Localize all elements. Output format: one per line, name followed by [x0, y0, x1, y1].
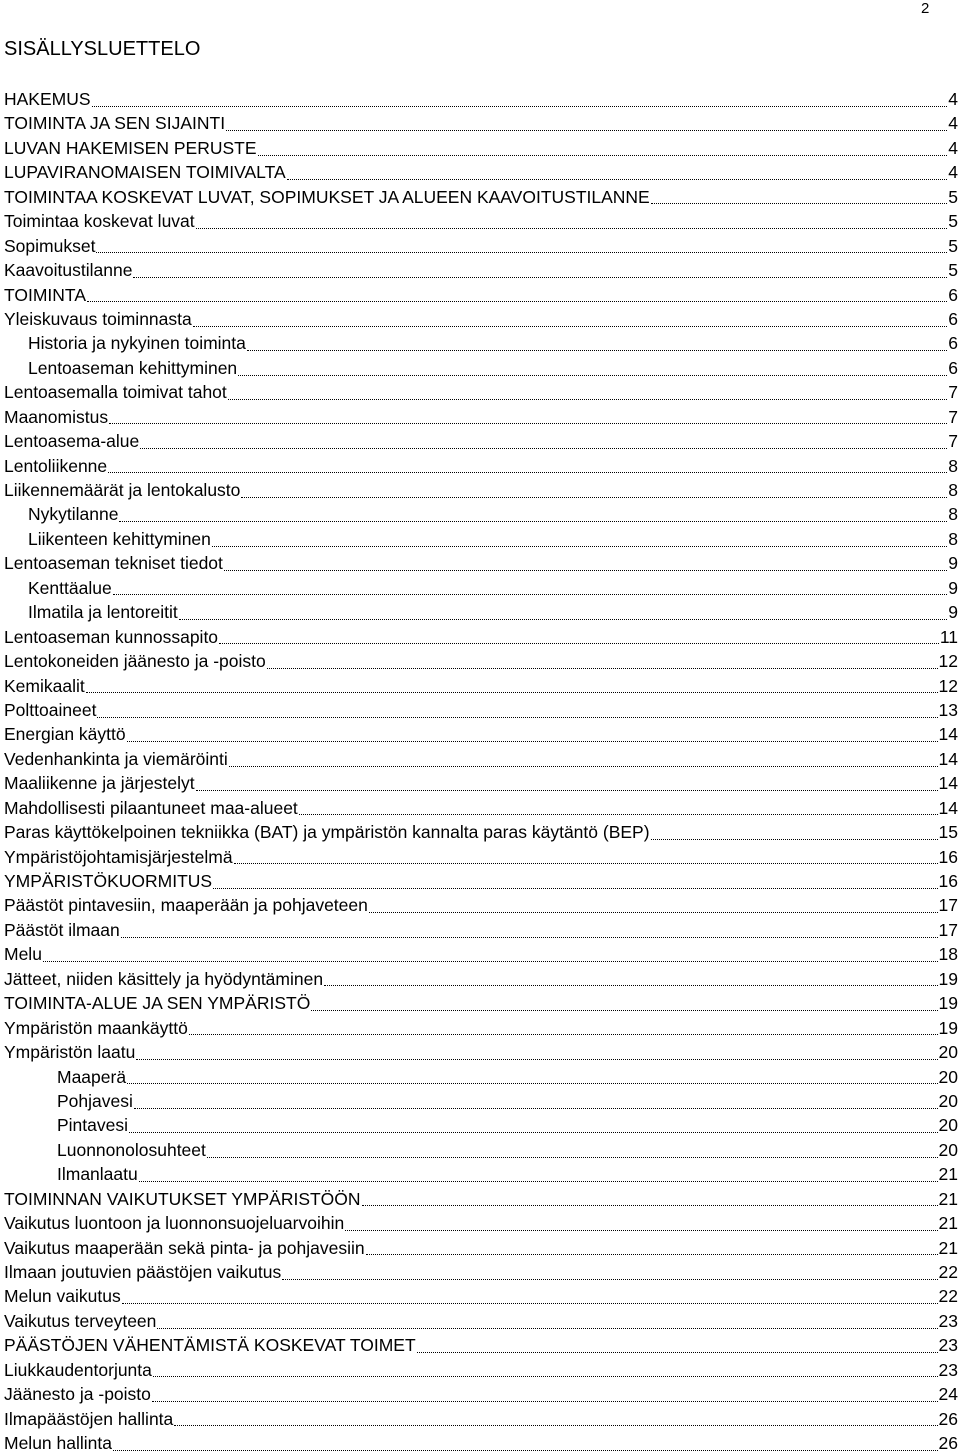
toc-dot-leader: [226, 130, 947, 131]
page-number: 2: [921, 0, 930, 17]
toc-entry-page: 14: [938, 797, 958, 818]
toc-entry[interactable]: [0, 1089, 960, 1113]
toc-entry-page: 8: [948, 455, 958, 476]
toc-dot-leader: [92, 106, 948, 107]
toc-dot-leader: [362, 1205, 938, 1206]
toc-dot-leader: [127, 741, 938, 742]
toc-entry[interactable]: [0, 625, 960, 649]
toc-entry[interactable]: [0, 478, 960, 502]
toc-dot-leader: [134, 1108, 938, 1109]
toc-dot-leader: [213, 888, 937, 889]
toc-entry[interactable]: [0, 1040, 960, 1064]
toc-entry-page: 9: [948, 577, 958, 598]
toc-entry-page: 26: [938, 1408, 958, 1429]
toc-entry[interactable]: [0, 1382, 960, 1406]
toc-dot-leader: [324, 985, 937, 986]
toc-entry[interactable]: [0, 160, 960, 184]
toc-dot-leader: [247, 350, 947, 351]
toc-entry[interactable]: [0, 600, 960, 624]
toc-dot-leader: [207, 1157, 938, 1158]
toc-entry[interactable]: [0, 454, 960, 478]
toc-entry-title: Jäänesto ja -poisto: [4, 1384, 151, 1405]
toc-entry-page: 7: [948, 431, 958, 452]
toc-entry[interactable]: [0, 258, 960, 282]
toc-entry-title: Yleiskuvaus toiminnasta: [4, 308, 192, 329]
toc-dot-leader: [369, 912, 938, 913]
toc-entry-page: 6: [948, 357, 958, 378]
toc-entry[interactable]: [0, 1162, 960, 1186]
toc-entry-page: 16: [938, 871, 958, 891]
toc-dot-leader: [311, 1010, 937, 1011]
toc-entry-page: 12: [938, 651, 958, 672]
toc-entry-page: 19: [938, 1017, 958, 1038]
toc-entry-title: Lentoasema-alue: [4, 431, 140, 452]
toc-dot-leader: [299, 814, 938, 815]
toc-entry[interactable]: [0, 136, 960, 160]
toc-entry[interactable]: [0, 1113, 960, 1137]
toc-entry-title: Jätteet, niiden käsittely ja hyödyntäminen: [4, 968, 324, 989]
toc-dot-leader: [219, 643, 939, 644]
toc-entry-title: Sopimukset: [4, 235, 96, 256]
toc-entry[interactable]: [0, 1284, 960, 1308]
toc-entry-title: Pohjavesi: [57, 1090, 133, 1111]
toc-entry-title: Luonnonolosuhteet: [57, 1139, 206, 1160]
toc-entry-page: 8: [948, 480, 958, 500]
toc-entry[interactable]: [0, 1358, 960, 1382]
toc-entry-title: Ilmatila ja lentoreitit: [28, 602, 178, 623]
toc-entry-page: 21: [938, 1237, 958, 1258]
toc-entry-title: Vaikutus maaperään sekä pinta- ja pohjavesiin: [4, 1237, 365, 1258]
toc-entry[interactable]: [0, 209, 960, 233]
toc-entry-title: Mahdollisesti pilaantuneet maa-alueet: [4, 797, 298, 818]
toc-entry-title: Vaikutus terveyteen: [4, 1310, 157, 1331]
toc-dot-leader: [139, 1181, 938, 1182]
toc-dot-leader: [127, 1083, 937, 1084]
toc-entry[interactable]: [0, 942, 960, 966]
toc-dot-leader: [96, 252, 947, 253]
toc-entry-page: 20: [938, 1042, 958, 1063]
toc-dot-leader: [122, 1303, 938, 1304]
toc-entry[interactable]: [0, 967, 960, 991]
toc-entry-title: Melun hallinta: [4, 1433, 112, 1454]
table-of-contents: [0, 87, 960, 1456]
toc-entry-page: 4: [948, 89, 958, 109]
toc-entry-page: 5: [948, 186, 958, 207]
toc-dot-leader: [152, 1401, 938, 1402]
toc-dot-leader: [113, 594, 948, 595]
toc-entry-title: Päästöt ilmaan: [4, 919, 120, 940]
toc-entry[interactable]: [0, 234, 960, 258]
toc-entry-title: Ilmapäästöjen hallinta: [4, 1408, 174, 1429]
toc-dot-leader: [43, 961, 938, 962]
toc-entry-title: Ympäristön maankäyttö: [4, 1017, 188, 1038]
toc-entry-page: 9: [948, 553, 958, 574]
toc-dot-leader: [140, 448, 947, 449]
toc-entry-title: Historia ja nykyinen toiminta: [28, 333, 246, 354]
toc-dot-leader: [258, 155, 948, 156]
toc-dot-leader: [238, 375, 947, 376]
toc-entry-title: Kaavoitustilanne: [4, 260, 133, 281]
toc-entry-title: HAKEMUS: [4, 89, 91, 109]
toc-dot-leader: [196, 228, 948, 229]
toc-entry[interactable]: [0, 283, 960, 307]
toc-dot-leader: [179, 619, 947, 620]
toc-entry[interactable]: [0, 1187, 960, 1211]
toc-dot-leader: [153, 1376, 938, 1377]
toc-dot-leader: [229, 766, 938, 767]
toc-entry-title: Lentokoneiden jäänesto ja -poisto: [4, 651, 266, 672]
toc-dot-leader: [86, 692, 938, 693]
toc-entry-title: Maaliikenne ja järjestelyt: [4, 773, 195, 794]
toc-entry-title: TOIMINNAN VAIKUTUKSET YMPÄRISTÖÖN: [4, 1188, 361, 1209]
toc-entry-title: Lentoliikenne: [4, 455, 108, 476]
toc-entry-title: Maanomistus: [4, 406, 109, 427]
toc-dot-leader: [267, 668, 938, 669]
toc-entry-page: 5: [948, 235, 958, 256]
toc-dot-leader: [174, 1425, 937, 1426]
toc-entry-title: Kenttäalue: [28, 577, 112, 598]
toc-entry-page: 18: [938, 944, 958, 965]
toc-entry-title: Ilmanlaatu: [57, 1164, 138, 1185]
toc-entry-page: 20: [938, 1066, 958, 1087]
toc-entry-page: 5: [948, 211, 958, 232]
toc-entry-page: 4: [948, 162, 958, 183]
toc-entry-page: 6: [948, 333, 958, 354]
toc-dot-leader: [651, 203, 948, 204]
toc-entry-title: Ympäristöjohtamisjärjestelmä: [4, 846, 233, 867]
toc-dot-leader: [651, 839, 938, 840]
toc-dot-leader: [228, 399, 947, 400]
toc-entry[interactable]: [0, 502, 960, 526]
toc-entry-title: TOIMINTAA KOSKEVAT LUVAT, SOPIMUKSET JA ALUEEN KAAVOITUSTILANNE: [4, 186, 650, 207]
toc-dot-leader: [287, 179, 948, 180]
toc-entry[interactable]: [0, 429, 960, 453]
toc-entry-page: 4: [948, 113, 958, 134]
page-title: SISÄLLYSLUETTELO: [4, 38, 201, 60]
toc-entry-title: Nykytilanne: [28, 504, 119, 525]
toc-dot-leader: [366, 1254, 938, 1255]
toc-entry-page: 26: [938, 1433, 958, 1454]
toc-entry-title: TOIMINTA JA SEN SIJAINTI: [4, 113, 226, 134]
toc-entry-page: 21: [938, 1188, 958, 1209]
toc-entry-page: 20: [938, 1090, 958, 1111]
toc-entry-page: 12: [938, 675, 958, 696]
toc-entry-page: 19: [938, 993, 958, 1014]
toc-dot-leader: [234, 863, 938, 864]
toc-entry-title: Lentoaseman kunnossapito: [4, 626, 219, 647]
toc-entry-title: Kemikaalit: [4, 675, 85, 696]
toc-dot-leader: [113, 1450, 938, 1451]
toc-entry-title: Melun vaikutus: [4, 1286, 121, 1307]
toc-entry-page: 23: [938, 1335, 958, 1356]
toc-entry-title: Lentoaseman kehittyminen: [28, 357, 238, 378]
toc-entry[interactable]: [0, 649, 960, 673]
toc-entry-page: 4: [948, 137, 958, 158]
toc-entry-title: Ilmaan joutuvien päästöjen vaikutus: [4, 1262, 282, 1282]
toc-entry[interactable]: [0, 331, 960, 355]
toc-entry-title: LUVAN HAKEMISEN PERUSTE: [4, 137, 257, 158]
toc-entry[interactable]: [0, 527, 960, 551]
toc-dot-leader: [87, 301, 947, 302]
toc-entry[interactable]: [0, 111, 960, 135]
toc-entry-page: 14: [938, 748, 958, 769]
toc-entry[interactable]: [0, 1138, 960, 1162]
toc-entry-page: 7: [948, 382, 958, 403]
toc-entry[interactable]: [0, 674, 960, 698]
toc-entry[interactable]: [0, 991, 960, 1015]
toc-entry-title: Liukkaudentorjunta: [4, 1359, 152, 1380]
toc-entry-page: 7: [948, 406, 958, 427]
toc-entry-title: Polttoaineet: [4, 699, 97, 720]
toc-entry-page: 23: [938, 1310, 958, 1331]
toc-entry[interactable]: [0, 1016, 960, 1040]
toc-entry-page: 6: [948, 284, 958, 305]
toc-entry-title: Maaperä: [57, 1066, 127, 1087]
toc-entry[interactable]: [0, 1407, 960, 1431]
toc-entry-title: Energian käyttö: [4, 724, 126, 745]
toc-entry[interactable]: [0, 747, 960, 771]
toc-entry[interactable]: [0, 185, 960, 209]
toc-entry-title: LUPAVIRANOMAISEN TOIMIVALTA: [4, 162, 286, 183]
toc-dot-leader: [136, 1059, 937, 1060]
toc-dot-leader: [196, 790, 938, 791]
toc-entry-page: 23: [938, 1359, 958, 1380]
toc-entry[interactable]: [0, 1431, 960, 1455]
toc-dot-leader: [129, 1132, 938, 1133]
toc-entry-title: Ympäristön laatu: [4, 1042, 136, 1063]
toc-entry-page: 14: [938, 724, 958, 745]
toc-entry-title: Vedenhankinta ja viemäröinti: [4, 748, 228, 769]
toc-entry-title: PÄÄSTÖJEN VÄHENTÄMISTÄ KOSKEVAT TOIMET: [4, 1335, 416, 1356]
toc-dot-leader: [157, 1328, 937, 1329]
toc-entry[interactable]: [0, 796, 960, 820]
toc-entry[interactable]: [0, 1065, 960, 1089]
toc-entry[interactable]: [0, 771, 960, 795]
toc-dot-leader: [133, 277, 947, 278]
toc-dot-leader: [119, 521, 947, 522]
toc-dot-leader: [193, 326, 948, 327]
toc-dot-leader: [417, 1352, 938, 1353]
toc-entry-page: 11: [939, 626, 958, 647]
toc-entry-title: Lentoaseman tekniset tiedot: [4, 553, 223, 574]
toc-entry-page: 17: [938, 895, 958, 916]
toc-entry-title: Melu: [4, 944, 42, 965]
toc-entry-page: 20: [938, 1139, 958, 1160]
toc-entry-title: Paras käyttökelpoinen tekniikka (BAT) ja ympäristön kannalta paras käytäntö (BEP): [4, 822, 650, 843]
toc-dot-leader: [345, 1230, 937, 1231]
toc-dot-leader: [109, 423, 947, 424]
toc-entry[interactable]: [0, 1260, 960, 1284]
toc-entry-page: 5: [948, 260, 958, 281]
toc-entry[interactable]: [0, 1309, 960, 1333]
toc-entry-page: 17: [938, 919, 958, 940]
toc-entry-page: 13: [938, 699, 958, 720]
toc-entry-title: Pintavesi: [57, 1115, 129, 1136]
toc-entry-title: Vaikutus luontoon ja luonnonsuojeluarvoihin: [4, 1213, 345, 1234]
toc-entry-page: 8: [948, 504, 958, 525]
toc-entry[interactable]: [0, 722, 960, 746]
toc-entry-page: 8: [948, 528, 958, 549]
toc-entry[interactable]: [0, 356, 960, 380]
toc-entry-title: TOIMINTA-ALUE JA SEN YMPÄRISTÖ: [4, 993, 311, 1014]
toc-entry-page: 6: [948, 308, 958, 329]
toc-entry[interactable]: [0, 405, 960, 429]
toc-entry[interactable]: [0, 869, 960, 893]
toc-dot-leader: [224, 570, 947, 571]
toc-entry[interactable]: [0, 698, 960, 722]
toc-dot-leader: [212, 546, 947, 547]
toc-entry-title: Liikenteen kehittyminen: [28, 528, 211, 549]
toc-dot-leader: [108, 472, 947, 473]
toc-entry-page: 15: [938, 822, 958, 843]
toc-entry-title: Lentoasemalla toimivat tahot: [4, 382, 227, 403]
toc-entry-page: 20: [938, 1115, 958, 1136]
toc-dot-leader: [121, 937, 938, 938]
toc-entry[interactable]: [0, 307, 960, 331]
toc-entry-page: 22: [938, 1262, 958, 1282]
toc-entry[interactable]: [0, 576, 960, 600]
toc-entry[interactable]: [0, 845, 960, 869]
toc-entry-page: 24: [938, 1384, 958, 1405]
toc-entry-page: 21: [938, 1164, 958, 1185]
toc-dot-leader: [282, 1279, 937, 1280]
toc-entry-title: Toimintaa koskevat luvat: [4, 211, 195, 232]
toc-entry-page: 22: [938, 1286, 958, 1307]
toc-entry-title: Päästöt pintavesiin, maaperään ja pohjaveteen: [4, 895, 368, 916]
toc-entry-title: Liikennemäärät ja lentokalusto: [4, 480, 241, 500]
toc-entry-page: 14: [938, 773, 958, 794]
toc-dot-leader: [241, 497, 947, 498]
toc-entry[interactable]: [0, 893, 960, 917]
toc-entry-page: 21: [938, 1213, 958, 1234]
toc-entry[interactable]: [0, 87, 960, 111]
toc-entry[interactable]: [0, 380, 960, 404]
toc-entry[interactable]: [0, 918, 960, 942]
toc-entry-page: 19: [938, 968, 958, 989]
toc-entry-page: 16: [938, 846, 958, 867]
toc-entry[interactable]: [0, 1333, 960, 1357]
toc-dot-leader: [97, 717, 937, 718]
toc-entry[interactable]: [0, 1236, 960, 1260]
toc-entry-title: YMPÄRISTÖKUORMITUS: [4, 871, 213, 891]
toc-entry[interactable]: [0, 551, 960, 575]
toc-entry[interactable]: [0, 1211, 960, 1235]
toc-entry-page: 9: [948, 602, 958, 623]
toc-dot-leader: [189, 1034, 938, 1035]
toc-entry-title: TOIMINTA: [4, 284, 86, 305]
toc-entry[interactable]: [0, 820, 960, 844]
